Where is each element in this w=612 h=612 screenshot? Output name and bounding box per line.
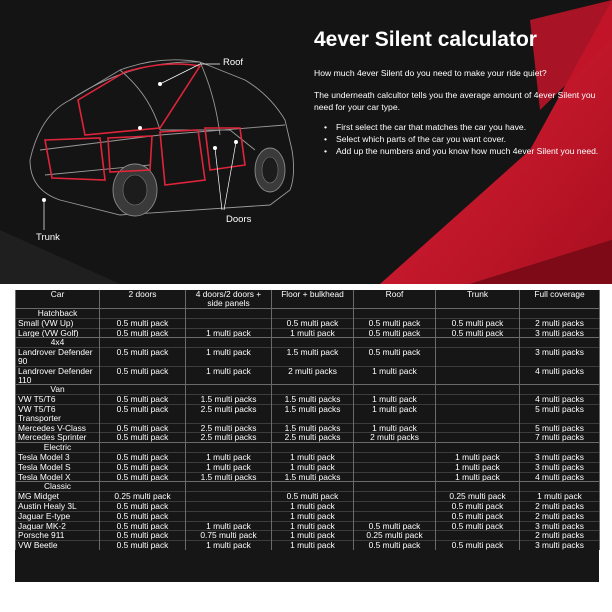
cell-floor: 2 multi packs bbox=[272, 366, 354, 385]
doors-label: Doors bbox=[226, 214, 252, 225]
cell-4-doors: 1 multi pack bbox=[186, 541, 272, 550]
trunk-label: Trunk bbox=[36, 232, 60, 243]
cell-4-doors: 1 multi pack bbox=[186, 348, 272, 367]
cell-car: Austin Healy 3L bbox=[16, 501, 100, 511]
cell-roof: 0.25 multi pack bbox=[354, 531, 436, 541]
group-label: Van bbox=[16, 385, 100, 395]
calculator-table-container bbox=[15, 290, 599, 582]
cell-car: Tesla Model 3 bbox=[16, 452, 100, 462]
table-row bbox=[16, 318, 600, 328]
cell-roof bbox=[354, 501, 436, 511]
empty-cell bbox=[354, 443, 436, 453]
cell-floor: 1 multi pack bbox=[272, 541, 354, 550]
table-row bbox=[16, 433, 600, 443]
empty-cell bbox=[272, 385, 354, 395]
empty-cell bbox=[520, 338, 600, 348]
cell-trunk bbox=[436, 348, 520, 367]
cell-4-doors: 2.5 multi packs bbox=[186, 404, 272, 423]
cell-2-doors: 0.5 multi pack bbox=[100, 541, 186, 550]
cell-floor: 1 multi pack bbox=[272, 501, 354, 511]
cell-roof bbox=[354, 462, 436, 472]
cell-floor: 1 multi pack bbox=[272, 452, 354, 462]
cell-floor: 1.5 multi packs bbox=[272, 423, 354, 433]
cell-full-coverage: 4 multi packs bbox=[520, 366, 600, 385]
cell-trunk: 0.5 multi pack bbox=[436, 511, 520, 521]
cell-2-doors: 0.5 multi pack bbox=[100, 521, 186, 531]
cell-4-doors: 1 multi pack bbox=[186, 521, 272, 531]
instruction-item: • Select which parts of the car you want cover. bbox=[336, 133, 604, 145]
cell-trunk bbox=[436, 366, 520, 385]
cell-floor: 0.5 multi pack bbox=[272, 318, 354, 328]
group-label: Hatchback bbox=[16, 309, 100, 319]
empty-cell bbox=[272, 309, 354, 319]
empty-cell bbox=[100, 309, 186, 319]
cell-full-coverage: 5 multi packs bbox=[520, 404, 600, 423]
empty-cell bbox=[354, 482, 436, 492]
cell-4-doors: 1 multi pack bbox=[186, 462, 272, 472]
group-label: 4x4 bbox=[16, 338, 100, 348]
empty-cell bbox=[186, 385, 272, 395]
cell-full-coverage: 5 multi packs bbox=[520, 423, 600, 433]
empty-cell bbox=[186, 338, 272, 348]
cell-full-coverage: 2 multi packs bbox=[520, 501, 600, 511]
empty-cell bbox=[100, 482, 186, 492]
cell-roof: 2 multi packs bbox=[354, 433, 436, 443]
cell-4-doors: 2.5 multi packs bbox=[186, 433, 272, 443]
cell-full-coverage: 3 multi packs bbox=[520, 462, 600, 472]
empty-cell bbox=[520, 309, 600, 319]
cell-roof: 0.5 multi pack bbox=[354, 521, 436, 531]
empty-cell bbox=[272, 443, 354, 453]
cell-trunk bbox=[436, 433, 520, 443]
cell-2-doors: 0.5 multi pack bbox=[100, 511, 186, 521]
cell-car: Tesla Model S bbox=[16, 462, 100, 472]
header-banner bbox=[0, 0, 612, 284]
cell-trunk bbox=[436, 423, 520, 433]
intro-question: How much 4ever Silent do you need to make your ride quiet? bbox=[314, 68, 547, 78]
col-header-2-doors: 2 doors bbox=[100, 290, 186, 309]
cell-trunk: 1 multi pack bbox=[436, 462, 520, 472]
cell-full-coverage: 3 multi packs bbox=[520, 328, 600, 338]
cell-car: Landrover Defender 110 bbox=[16, 366, 100, 385]
cell-roof bbox=[354, 472, 436, 482]
cell-car: MG Midget bbox=[16, 492, 100, 502]
cell-full-coverage: 4 multi packs bbox=[520, 472, 600, 482]
cell-floor: 1.5 multi packs bbox=[272, 404, 354, 423]
group-row bbox=[16, 385, 600, 395]
cell-roof: 1 multi pack bbox=[354, 404, 436, 423]
cell-trunk: 0.5 multi pack bbox=[436, 328, 520, 338]
cell-trunk: 0.5 multi pack bbox=[436, 521, 520, 531]
col-header-car: Car bbox=[16, 290, 100, 309]
cell-4-doors: 1 multi pack bbox=[186, 366, 272, 385]
instruction-item: • Add up the numbers and you know how much 4ever Silent you need. bbox=[336, 145, 604, 157]
group-row bbox=[16, 309, 600, 319]
cell-2-doors: 0.5 multi pack bbox=[100, 328, 186, 338]
cell-4-doors bbox=[186, 511, 272, 521]
cell-car: VW T5/T6 bbox=[16, 395, 100, 405]
table-row bbox=[16, 328, 600, 338]
cell-2-doors: 0.5 multi pack bbox=[100, 395, 186, 405]
empty-cell bbox=[100, 385, 186, 395]
table-row bbox=[16, 501, 600, 511]
empty-cell bbox=[186, 309, 272, 319]
cell-roof bbox=[354, 511, 436, 521]
cell-trunk: 0.25 multi pack bbox=[436, 492, 520, 502]
col-header-floor: Floor + bulkhead bbox=[272, 290, 354, 309]
cell-roof: 0.5 multi pack bbox=[354, 348, 436, 367]
empty-cell bbox=[272, 482, 354, 492]
cell-trunk: 0.5 multi pack bbox=[436, 501, 520, 511]
empty-cell bbox=[436, 385, 520, 395]
page-title: 4ever Silent calculator bbox=[314, 28, 537, 51]
col-header-full-coverage: Full coverage bbox=[520, 290, 600, 309]
intro-text: The underneath calcultor tells you the average amount of 4ever Silent you need for your car type. bbox=[314, 90, 596, 112]
cell-roof bbox=[354, 452, 436, 462]
cell-floor: 1 multi pack bbox=[272, 521, 354, 531]
cell-2-doors: 0.5 multi pack bbox=[100, 366, 186, 385]
table-row bbox=[16, 541, 600, 550]
cell-full-coverage: 3 multi packs bbox=[520, 521, 600, 531]
cell-car: Tesla Model X bbox=[16, 472, 100, 482]
empty-cell bbox=[354, 309, 436, 319]
table-row bbox=[16, 452, 600, 462]
group-label: Classic bbox=[16, 482, 100, 492]
group-label: Electric bbox=[16, 443, 100, 453]
cell-2-doors: 0.5 multi pack bbox=[100, 472, 186, 482]
cell-trunk: 1 multi pack bbox=[436, 472, 520, 482]
roof-label: Roof bbox=[223, 57, 244, 68]
cell-full-coverage: 7 multi packs bbox=[520, 433, 600, 443]
cell-full-coverage: 2 multi packs bbox=[520, 318, 600, 328]
cell-2-doors: 0.5 multi pack bbox=[100, 348, 186, 367]
empty-cell bbox=[354, 338, 436, 348]
cell-roof: 0.5 multi pack bbox=[354, 541, 436, 550]
cell-floor: 2.5 multi packs bbox=[272, 433, 354, 443]
table-row bbox=[16, 492, 600, 502]
cell-trunk: 0.5 multi pack bbox=[436, 541, 520, 550]
empty-cell bbox=[436, 309, 520, 319]
cell-4-doors: 1.5 multi packs bbox=[186, 395, 272, 405]
table-row bbox=[16, 462, 600, 472]
cell-car: Small (VW Up) bbox=[16, 318, 100, 328]
cell-4-doors: 1 multi pack bbox=[186, 328, 272, 338]
cell-2-doors: 0.5 multi pack bbox=[100, 462, 186, 472]
cell-trunk bbox=[436, 395, 520, 405]
cell-roof: 1 multi pack bbox=[354, 395, 436, 405]
cell-4-doors bbox=[186, 492, 272, 502]
cell-4-doors bbox=[186, 501, 272, 511]
cell-car: Jaguar E-type bbox=[16, 511, 100, 521]
group-row bbox=[16, 482, 600, 492]
cell-2-doors: 0.5 multi pack bbox=[100, 433, 186, 443]
cell-full-coverage: 1 multi pack bbox=[520, 492, 600, 502]
empty-cell bbox=[186, 443, 272, 453]
cell-car: Jaguar MK-2 bbox=[16, 521, 100, 531]
cell-roof: 0.5 multi pack bbox=[354, 328, 436, 338]
table-row bbox=[16, 404, 600, 423]
cell-roof: 1 multi pack bbox=[354, 366, 436, 385]
cell-floor: 0.5 multi pack bbox=[272, 492, 354, 502]
table-header-row bbox=[16, 290, 600, 309]
table-row bbox=[16, 521, 600, 531]
col-header-4-doors: 4 doors/2 doors + side panels bbox=[186, 290, 272, 309]
cell-trunk bbox=[436, 404, 520, 423]
empty-cell bbox=[100, 338, 186, 348]
cell-floor: 1 multi pack bbox=[272, 531, 354, 541]
cell-4-doors bbox=[186, 318, 272, 328]
col-header-roof: Roof bbox=[354, 290, 436, 309]
group-row bbox=[16, 443, 600, 453]
cell-roof: 0.5 multi pack bbox=[354, 318, 436, 328]
group-row bbox=[16, 338, 600, 348]
cell-floor: 1 multi pack bbox=[272, 328, 354, 338]
empty-cell bbox=[100, 443, 186, 453]
cell-4-doors: 1 multi pack bbox=[186, 452, 272, 462]
cell-car: Mercedes V-Class bbox=[16, 423, 100, 433]
col-header-trunk: Trunk bbox=[436, 290, 520, 309]
cell-2-doors: 0.5 multi pack bbox=[100, 423, 186, 433]
instruction-list bbox=[314, 121, 604, 157]
cell-trunk: 0.5 multi pack bbox=[436, 318, 520, 328]
cell-floor: 1.5 multi packs bbox=[272, 472, 354, 482]
cell-full-coverage: 3 multi packs bbox=[520, 348, 600, 367]
empty-cell bbox=[436, 443, 520, 453]
cell-2-doors: 0.5 multi pack bbox=[100, 404, 186, 423]
cell-roof: 1 multi pack bbox=[354, 423, 436, 433]
cell-trunk: 1 multi pack bbox=[436, 452, 520, 462]
empty-cell bbox=[520, 385, 600, 395]
cell-car: VW Beetle bbox=[16, 541, 100, 550]
cell-full-coverage: 4 multi packs bbox=[520, 395, 600, 405]
table-row bbox=[16, 511, 600, 521]
cell-2-doors: 0.5 multi pack bbox=[100, 531, 186, 541]
table-body bbox=[16, 309, 600, 550]
table-row bbox=[16, 531, 600, 541]
cell-car: Landrover Defender 90 bbox=[16, 348, 100, 367]
instruction-item: • First select the car that matches the car you have. bbox=[336, 121, 604, 133]
cell-trunk bbox=[436, 531, 520, 541]
cell-car: Porsche 911 bbox=[16, 531, 100, 541]
cell-4-doors: 1.5 multi packs bbox=[186, 472, 272, 482]
calculator-table bbox=[15, 290, 600, 550]
cell-2-doors: 0.5 multi pack bbox=[100, 452, 186, 462]
cell-full-coverage: 3 multi packs bbox=[520, 541, 600, 550]
cell-2-doors: 0.5 multi pack bbox=[100, 501, 186, 511]
empty-cell bbox=[436, 482, 520, 492]
cell-full-coverage: 2 multi packs bbox=[520, 511, 600, 521]
cell-full-coverage: 3 multi packs bbox=[520, 452, 600, 462]
cell-car: Mercedes Sprinter bbox=[16, 433, 100, 443]
table-row bbox=[16, 348, 600, 367]
empty-cell bbox=[520, 482, 600, 492]
cell-full-coverage: 2 multi packs bbox=[520, 531, 600, 541]
empty-cell bbox=[186, 482, 272, 492]
table-row bbox=[16, 423, 600, 433]
cell-2-doors: 0.25 multi pack bbox=[100, 492, 186, 502]
cell-floor: 1.5 multi pack bbox=[272, 348, 354, 367]
cell-floor: 1.5 multi packs bbox=[272, 395, 354, 405]
empty-cell bbox=[436, 338, 520, 348]
cell-2-doors: 0.5 multi pack bbox=[100, 318, 186, 328]
table-row bbox=[16, 366, 600, 385]
empty-cell bbox=[272, 338, 354, 348]
table-row bbox=[16, 472, 600, 482]
cell-roof bbox=[354, 492, 436, 502]
cell-4-doors: 2.5 multi packs bbox=[186, 423, 272, 433]
cell-4-doors: 0.75 multi pack bbox=[186, 531, 272, 541]
table-row bbox=[16, 395, 600, 405]
cell-floor: 1 multi pack bbox=[272, 462, 354, 472]
cell-car: VW T5/T6 Transporter bbox=[16, 404, 100, 423]
empty-cell bbox=[520, 443, 600, 453]
cell-car: Large (VW Golf) bbox=[16, 328, 100, 338]
cell-floor: 1 multi pack bbox=[272, 511, 354, 521]
empty-cell bbox=[354, 385, 436, 395]
